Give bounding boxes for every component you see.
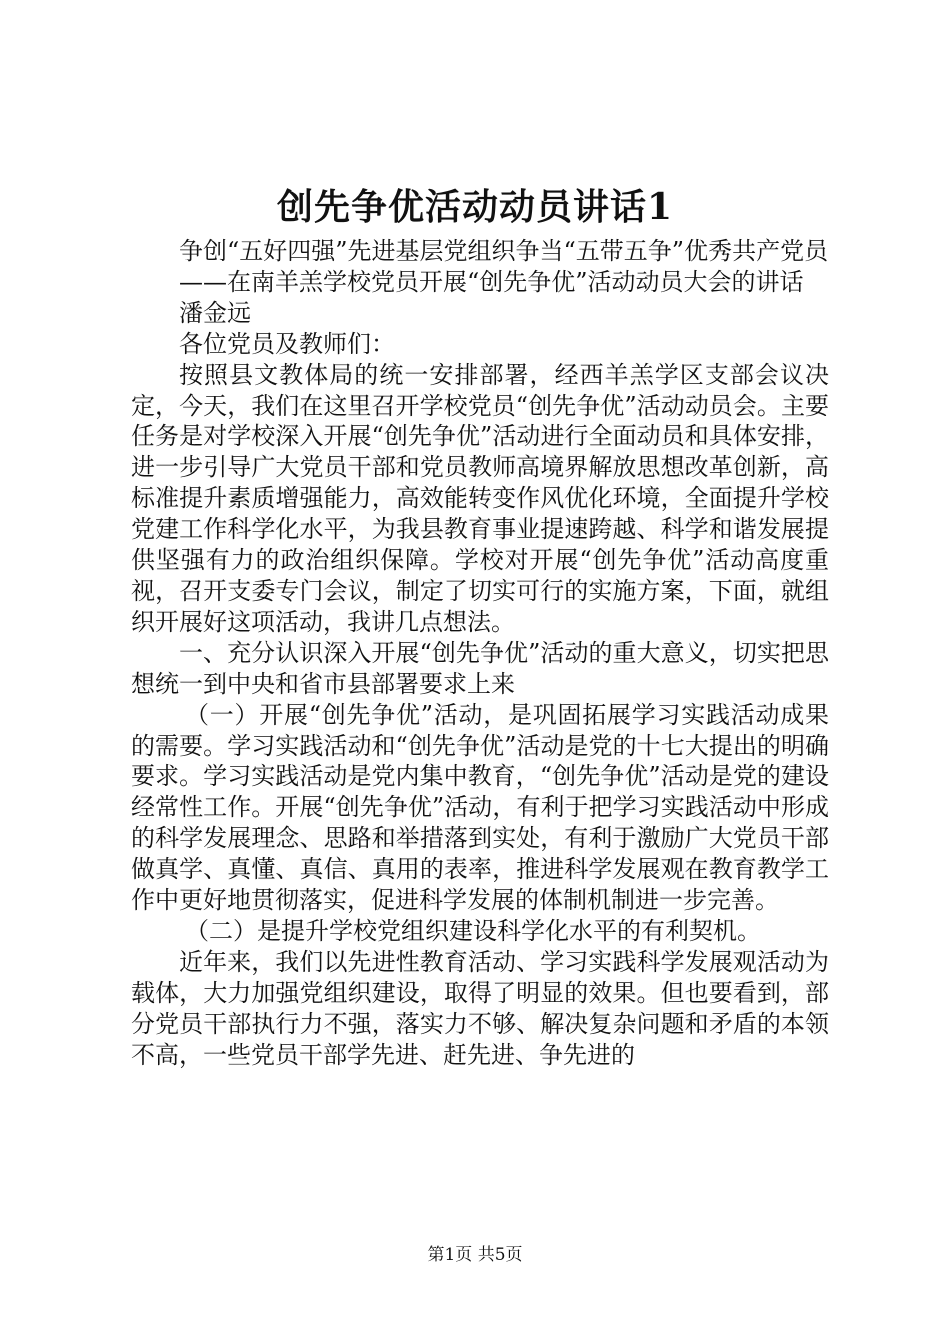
paragraph-author: 潘金远	[179, 298, 251, 327]
paragraph-point-one: （一）开展“创先争优”活动，是巩固拓展学习实践活动成果的需要。学习实践活动和“创先争优”活动是党的十七大提出的明确要求。学习实践活动是党内集中教育，“创先争优”活动是党的建设经常性工作。开展“创先争优”活动，有利于把学习实践活动中形成的科学发展理念、思路和举措落到实处，有利于激励广大党员干部做真学、真懂、真信、真用的表率，推进科学发展观在教育教学工作中更好地贯彻落实，促进科学发展的体制机制进一步完善。	[131, 700, 829, 915]
paragraph-point-two: （二）是提升学校党组织建设科学化水平的有利契机。	[185, 916, 761, 945]
paragraph-subtitle: 争创“五好四强”先进基层党组织争当“五带五争”优秀共产党员	[179, 237, 829, 265]
page-number: 第1页 共5页	[427, 1245, 523, 1265]
paragraph-salutation: 各位党员及教师们：	[179, 329, 395, 358]
paragraph-section-heading: 一、充分认识深入开展“创先争优”活动的重大意义，切实把思想统一到中央和省市县部署要求上来	[131, 638, 829, 698]
document-title: 创先争优活动动员讲话1	[276, 186, 674, 228]
paragraph-recent-years: 近年来，我们以先进性教育活动、学习实践科学发展观活动为载体，大力加强党组织建设，取得了明显的效果。但也要看到，部分党员干部执行力不强，落实力不够、解决复杂问题和矛盾的本领不高，一些党员干部学先进、赶先进、争先进的	[131, 947, 829, 1069]
paragraph-intro: 按照县文教体局的统一安排部署，经西羊羔学区支部会议决定，今天，我们在这里召开学校党员“创先争优”活动动员会。主要任务是对学校深入开展“创先争优”活动进行全面动员和具体安排，进一步引导广大党员干部和党员教师高境界解放思想改革创新，高标准提升素质增强能力，高效能转变作风优化环境，全面提升学校党建工作科学化水平，为我县教育事业提速跨越、科学和谐发展提供坚强有力的政治组织保障。学校对开展“创先争优”活动高度重视，召开支委专门会议，制定了切实可行的实施方案，下面，就组织开展好这项活动，我讲几点想法。	[131, 360, 829, 636]
paragraph-occasion: ——在南羊羔学校党员开展“创先争优”活动动员大会的讲话	[179, 267, 804, 296]
document-body	[131, 236, 829, 1070]
